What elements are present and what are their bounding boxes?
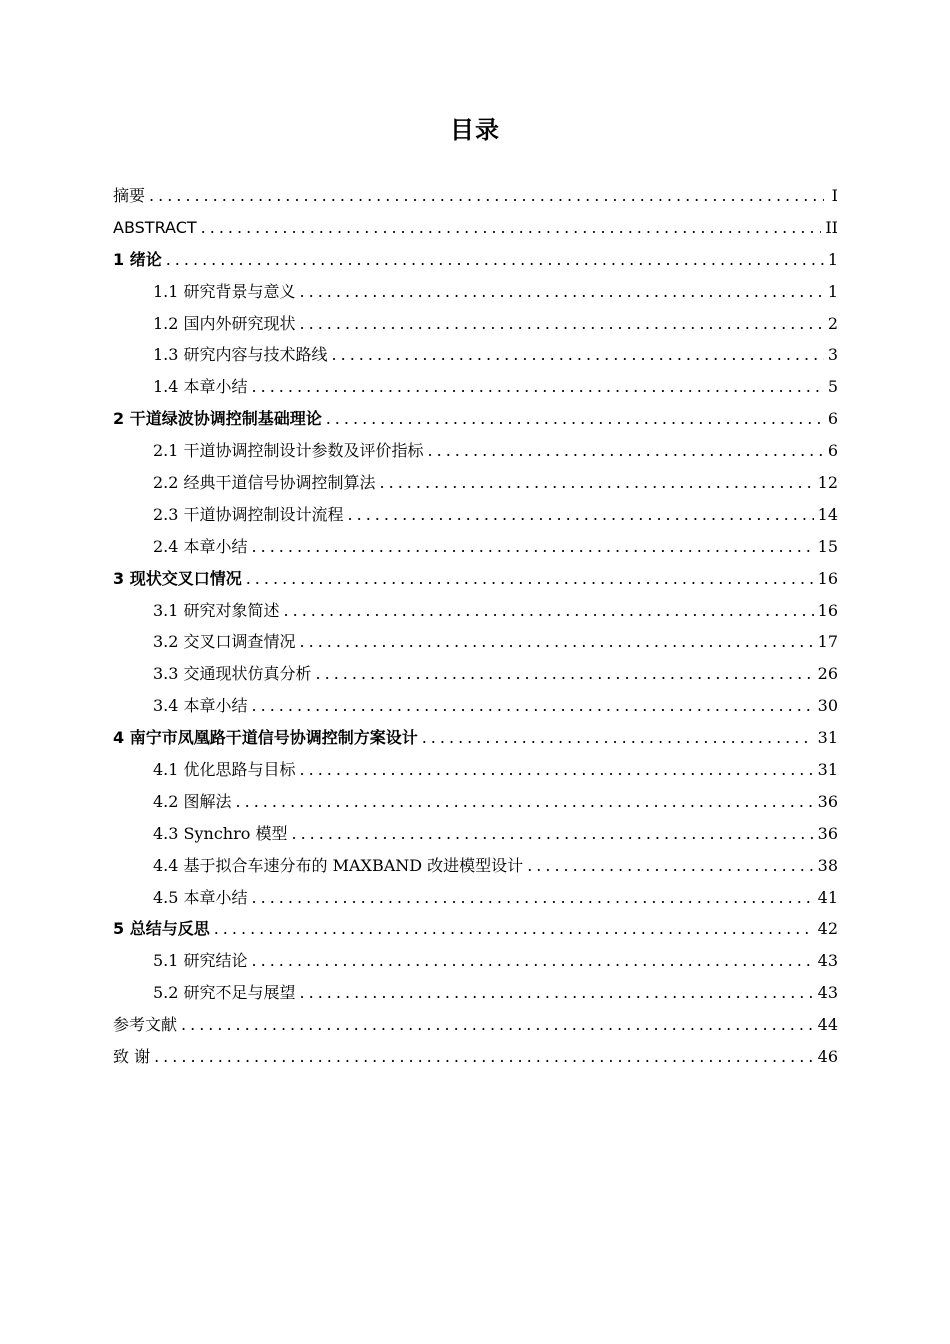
toc-page-number: 6 — [827, 441, 838, 461]
toc-entry-label: 2.3 干道协调控制设计流程 — [153, 504, 344, 524]
toc-chapter-entry[interactable] — [113, 913, 838, 945]
toc-dot-leader — [166, 244, 824, 276]
toc-dot-leader — [300, 754, 814, 786]
toc-dot-leader — [252, 531, 814, 563]
toc-entry-label: 参考文献 — [113, 1015, 178, 1035]
toc-dot-leader — [284, 595, 814, 627]
toc-page-number: 30 — [817, 696, 838, 716]
toc-page-number: 3 — [827, 345, 838, 365]
toc-entry-label: 5.1 研究结论 — [153, 951, 248, 971]
toc-page-number: 44 — [817, 1015, 838, 1035]
toc-entry-label: 4.4 基于拟合车速分布的 MAXBAND 改进模型设计 — [153, 855, 524, 875]
toc-dot-leader — [300, 276, 824, 308]
toc-entry-label: 摘要 — [113, 186, 146, 205]
toc-page-number: 26 — [817, 664, 838, 684]
toc-entry-label: 2 干道绿波协调控制基础理论 — [113, 409, 322, 429]
toc-page-number: 17 — [817, 632, 838, 652]
toc-page-number: II — [825, 217, 838, 237]
toc-dot-leader — [181, 1009, 814, 1041]
toc-entry-label: 1.3 研究内容与技术路线 — [153, 345, 328, 365]
toc-section-entry[interactable] — [113, 435, 838, 467]
toc-section-entry[interactable] — [113, 276, 838, 308]
toc-section-entry[interactable] — [113, 945, 838, 977]
toc-page-number: 46 — [817, 1047, 838, 1067]
toc-page-number: 36 — [817, 791, 838, 811]
toc-page-number: 16 — [817, 568, 838, 588]
toc-page-number: 16 — [817, 600, 838, 620]
toc-page-number: 38 — [817, 855, 838, 875]
toc-page-number: 6 — [827, 409, 838, 429]
toc-dot-leader — [214, 913, 814, 945]
toc-dot-leader — [300, 977, 814, 1009]
toc-chapter-entry[interactable] — [113, 212, 838, 244]
toc-page-number: 2 — [827, 313, 838, 333]
toc-entry-label: 3.4 本章小结 — [153, 696, 248, 716]
toc-section-entry[interactable] — [113, 850, 838, 882]
toc-dot-leader — [332, 339, 824, 371]
toc-page-number: 41 — [817, 887, 838, 907]
toc-entry-label: 3.1 研究对象简述 — [153, 600, 280, 620]
toc-entry-label: 2.2 经典干道信号协调控制算法 — [153, 473, 376, 493]
toc-page-number: 5 — [827, 377, 838, 397]
toc-section-entry[interactable] — [113, 754, 838, 786]
toc-dot-leader — [422, 722, 814, 754]
toc-chapter-entry[interactable] — [113, 403, 838, 435]
toc-dot-leader — [246, 563, 814, 595]
toc-entry-label: 1.2 国内外研究现状 — [153, 313, 296, 333]
toc-chapter-entry[interactable] — [113, 1041, 838, 1073]
toc-section-entry[interactable] — [113, 467, 838, 499]
toc-page-number: I — [831, 186, 838, 205]
toc-entry-label: 4 南宁市凤凰路干道信号协调控制方案设计 — [113, 728, 418, 748]
toc-entry-label: 4.5 本章小结 — [153, 887, 248, 907]
toc-section-entry[interactable] — [113, 339, 838, 371]
toc-entry-label: 1.1 研究背景与意义 — [153, 281, 296, 301]
toc-section-entry[interactable] — [113, 626, 838, 658]
toc-page-number: 43 — [817, 951, 838, 971]
toc-page-number: 42 — [817, 919, 838, 939]
toc-section-entry[interactable] — [113, 595, 838, 627]
toc-page-number: 1 — [827, 281, 838, 301]
toc-page-number: 43 — [817, 983, 838, 1003]
toc-section-entry[interactable] — [113, 531, 838, 563]
toc-entry-label: 4.1 优化思路与目标 — [153, 760, 296, 780]
toc-dot-leader — [428, 435, 824, 467]
toc-chapter-entry[interactable] — [113, 722, 838, 754]
toc-dot-leader — [300, 308, 824, 340]
toc-page-number: 1 — [827, 249, 838, 269]
toc-entry-label: 4.3 Synchro 模型 — [153, 823, 288, 843]
toc-section-entry[interactable] — [113, 371, 838, 403]
toc-entry-label: 5 总结与反思 — [113, 919, 210, 939]
toc-section-entry[interactable] — [113, 977, 838, 1009]
toc-dot-leader — [252, 945, 814, 977]
toc-dot-leader — [380, 467, 814, 499]
toc-dot-leader — [149, 180, 824, 212]
toc-dot-leader — [252, 690, 814, 722]
toc-dot-leader — [527, 850, 813, 882]
toc-entry-label: 3.2 交叉口调查情况 — [153, 632, 296, 652]
toc-section-entry[interactable] — [113, 690, 838, 722]
toc-chapter-entry[interactable] — [113, 563, 838, 595]
toc-chapter-entry[interactable] — [113, 180, 838, 212]
toc-chapter-entry[interactable] — [113, 244, 838, 276]
toc-dot-leader — [348, 499, 814, 531]
table-of-contents — [113, 180, 838, 1073]
toc-page-number: 31 — [817, 728, 838, 748]
toc-entry-label: 5.2 研究不足与展望 — [153, 983, 296, 1003]
toc-entry-label: 4.2 图解法 — [153, 791, 232, 811]
toc-page-number: 14 — [817, 504, 838, 524]
toc-section-entry[interactable] — [113, 882, 838, 914]
toc-dot-leader — [316, 658, 814, 690]
toc-page-number: 31 — [817, 760, 838, 780]
toc-section-entry[interactable] — [113, 818, 838, 850]
toc-entry-label: 2.1 干道协调控制设计参数及评价指标 — [153, 441, 424, 461]
toc-entry-label: 1 绪论 — [113, 249, 162, 269]
toc-dot-leader — [201, 212, 822, 244]
toc-dot-leader — [252, 882, 814, 914]
toc-section-entry[interactable] — [113, 658, 838, 690]
toc-dot-leader — [252, 371, 824, 403]
toc-page-number: 15 — [817, 536, 838, 556]
toc-entry-label: ABSTRACT — [113, 217, 197, 237]
toc-section-entry[interactable] — [113, 786, 838, 818]
toc-entry-label: 1.4 本章小结 — [153, 377, 248, 397]
toc-page-number: 36 — [817, 823, 838, 843]
toc-entry-label: 3.3 交通现状仿真分析 — [153, 664, 312, 684]
toc-dot-leader — [291, 818, 813, 850]
toc-dot-leader — [154, 1041, 814, 1073]
toc-chapter-entry[interactable] — [113, 1009, 838, 1041]
toc-dot-leader — [300, 626, 814, 658]
toc-page-number: 12 — [817, 473, 838, 493]
page-title: 目录 — [450, 116, 500, 144]
toc-entry-label: 3 现状交叉口情况 — [113, 568, 242, 588]
toc-entry-label: 2.4 本章小结 — [153, 536, 248, 556]
toc-dot-leader — [236, 786, 814, 818]
toc-dot-leader — [326, 403, 824, 435]
toc-entry-label: 致 谢 — [113, 1047, 151, 1067]
toc-section-entry[interactable] — [113, 308, 838, 340]
toc-section-entry[interactable] — [113, 499, 838, 531]
